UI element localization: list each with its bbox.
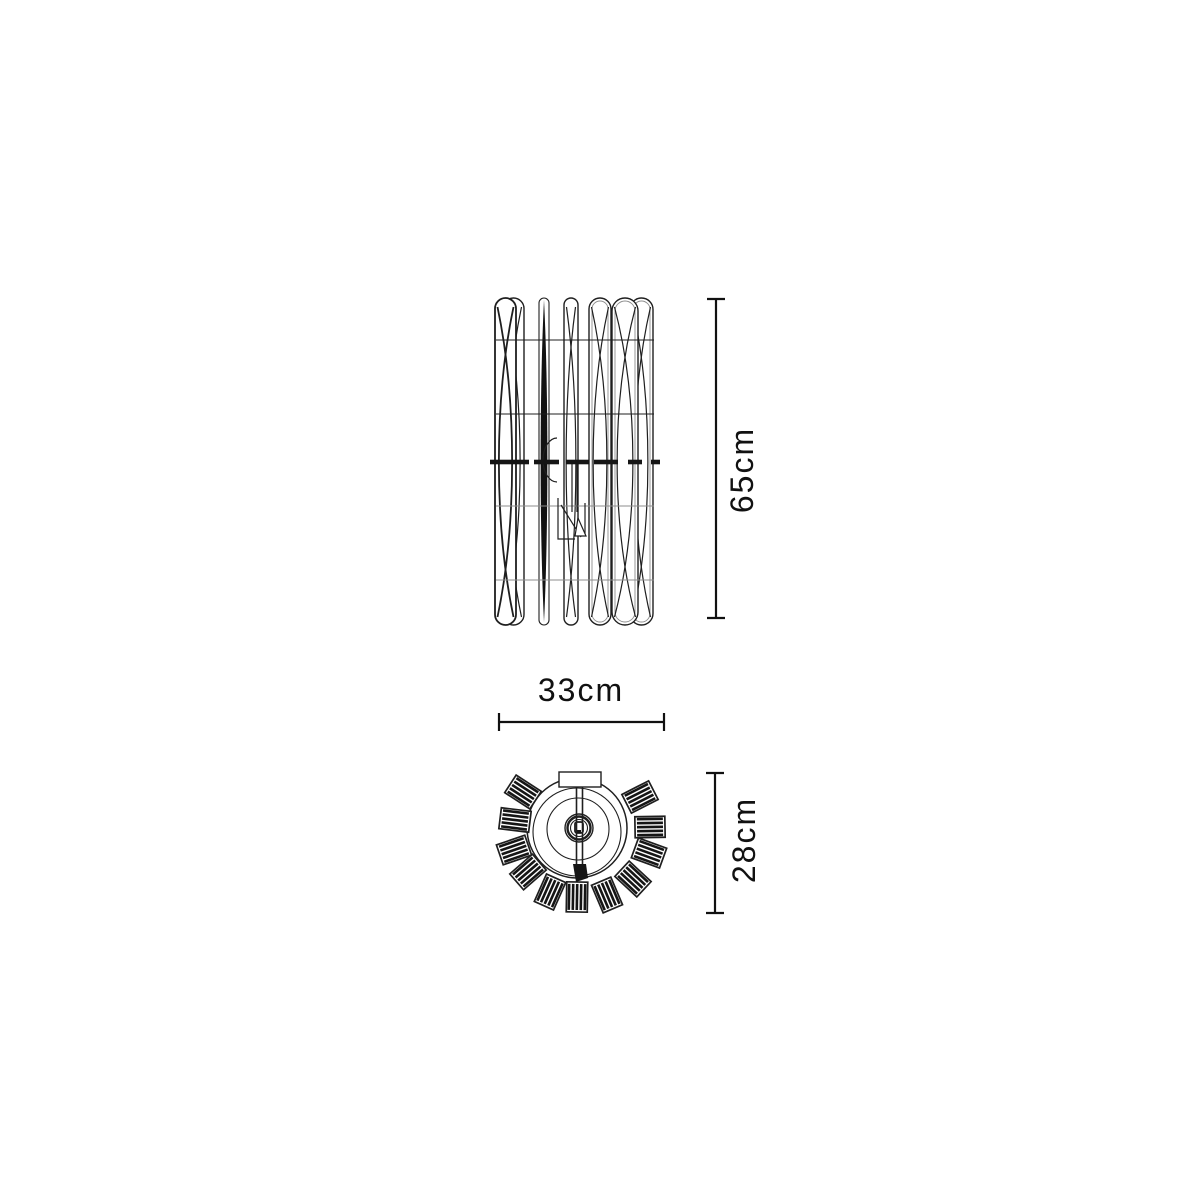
- height-dimension: [707, 299, 760, 618]
- plan-slat: [615, 861, 651, 897]
- plan-slat: [534, 874, 565, 910]
- front-view-drawing: [490, 298, 660, 625]
- bulb-rings: [565, 814, 593, 842]
- plan-slat: [566, 882, 588, 912]
- plan-slat: [622, 781, 658, 813]
- depth-dimension-label: 28cm: [726, 796, 762, 884]
- plan-slat: [591, 877, 622, 913]
- plan-slat: [505, 775, 542, 809]
- width-dimension: [499, 672, 664, 731]
- stem-hub: [573, 864, 588, 882]
- top-view-drawing: [496, 772, 666, 913]
- plan-slat: [631, 838, 666, 868]
- plan-slat: [499, 808, 531, 832]
- width-dimension-label: 33cm: [537, 672, 625, 708]
- plan-slat: [635, 816, 665, 838]
- mount-bracket: [559, 772, 601, 787]
- height-dimension-label: 65cm: [724, 426, 760, 514]
- plan-slats: [496, 775, 666, 913]
- centre-axis-dashes: [490, 460, 660, 465]
- depth-dimension: [706, 773, 762, 913]
